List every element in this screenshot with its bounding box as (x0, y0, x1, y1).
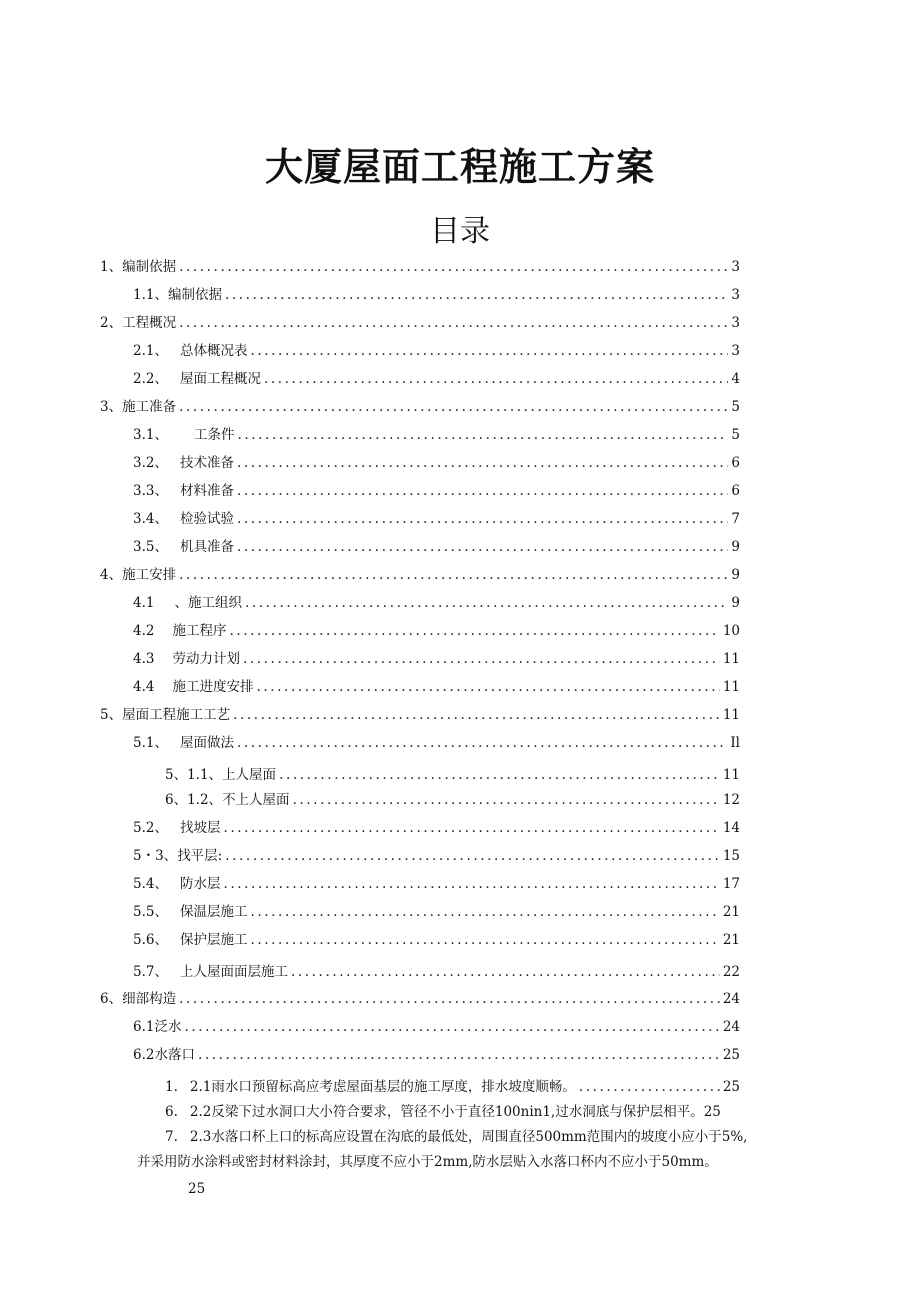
toc-paragraph-cont: 并采用防水涂料或密封材料涂封，其厚度不应小于2mm,防水层贴入水落口杯内不应小于50mm。 (137, 1154, 718, 1170)
toc-entry: 6、细部构造 ..... 24 (100, 990, 740, 1008)
toc-entry: 5.7、 上人屋面面层施工 ..... 22 (133, 963, 740, 981)
toc-entry: 3、施工准备 ..... 5 (100, 398, 740, 416)
toc-entry: 2.2、 屋面工程概况 ..... 4 (133, 370, 740, 388)
toc-entry: 4.4 施工进度安排 ..... 11 (133, 678, 740, 696)
toc-entry: 4.3 劳动力计划 ..... 11 (133, 650, 740, 668)
toc-entry: 6.1泛水 ..... 24 (133, 1018, 740, 1036)
toc-entry: 1、编制依据 ..... 3 (100, 258, 740, 276)
toc-entry: 5.4、 防水层 ..... 17 (133, 875, 740, 893)
toc-entry: 5.2、 找坡层 ..... 14 (133, 819, 740, 837)
toc-entry: 4.1 、施工组织 ..... 9 (133, 594, 740, 612)
toc-entry: 2.1、 总体概况表 ..... 3 (133, 342, 740, 360)
toc-entry: 5・3、找平层: ..... 15 (133, 847, 740, 865)
toc-entry: 3.3、 材料准备 ..... 6 (133, 482, 740, 500)
toc-entry: 1.1、编制依据 ..... 3 (133, 286, 740, 304)
toc-entry: 4.2 施工程序 ..... 10 (133, 622, 740, 640)
toc-entry: 5.6、 保护层施工 ..... 21 (133, 931, 740, 949)
toc-paragraph: 6. 2.2反梁下过水洞口大小符合要求，管径不小于直径100nin1,过水洞底与保护层相平。25 (165, 1104, 721, 1120)
toc-entry: 1. 2.1雨水口预留标高应考虑屋面基层的施工厚度，排水坡度顺畅。 ..... 25 (165, 1078, 740, 1096)
toc-entry: 3.2、 技术准备 ..... 6 (133, 454, 740, 472)
toc-heading: 目录 (430, 214, 490, 249)
toc-entry: 6、1.2、不上人屋面 ..... 12 (165, 791, 740, 809)
toc-entry: 3.5、 机具准备 ..... 9 (133, 538, 740, 556)
toc-entry: 3.4、 检验试验 ..... 7 (133, 510, 740, 528)
toc-entry: 4、施工安排 ..... 9 (100, 566, 740, 584)
toc-paragraph: 7. 2.3水落口杯上口的标高应设置在沟底的最低处，周围直径500mm范围内的坡度小应小于5%, (165, 1129, 748, 1145)
toc-entry: 3.1、 工条件 ..... 5 (133, 426, 740, 444)
toc-entry: 5、1.1、上人屋面 ..... 11 (165, 766, 740, 784)
toc-entry: 5.1、 屋面做法 ..... Il (133, 734, 740, 752)
toc-entry: 5、屋面工程施工工艺 ..... 11 (100, 706, 740, 724)
toc-entry: 2、工程概况 ..... 3 (100, 314, 740, 332)
document-title: 大厦屋面工程施工方案 (264, 145, 655, 189)
toc-entry: 5.5、 保温层施工 ..... 21 (133, 903, 740, 921)
toc-entry: 6.2水落口 ..... 25 (133, 1046, 740, 1064)
toc-page-number: 25 (188, 1181, 206, 1197)
